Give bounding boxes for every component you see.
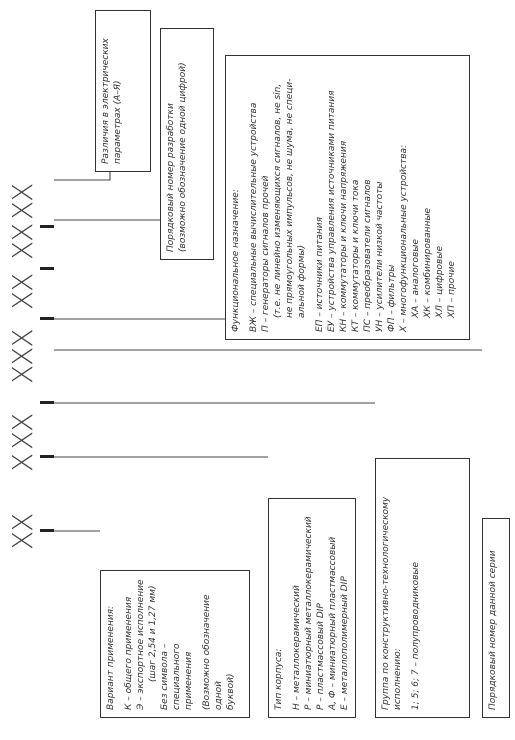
code-group: XX [6,413,39,450]
separator-mark [40,225,54,228]
separator-mark [40,267,54,270]
box-line: Н – металлокерамический [292,585,302,710]
box-line: ЕУ – устройства управления источниками питания [327,90,337,332]
box-line: альной формы) [297,245,307,318]
box-line: ХЛ – цифровые [435,246,445,318]
box-title: Функциональное назначение: [231,189,241,332]
box-line: Различия в электрических [101,38,111,164]
box-title: Группа по конструктивно-технологическому [381,496,391,710]
box-line: (шаг 2,54 и 1,27 мм) [148,585,158,682]
box-line: А, Ф – миниатюрный пластмассовый [328,536,338,710]
box-construction-group [375,458,470,718]
box-line: Без символа – специального [160,643,182,710]
box-line: ФП – фильтры [387,264,397,332]
box-package-type [268,498,356,718]
separator-mark [40,529,54,532]
code-params: XX [6,183,39,220]
code-package: X [6,453,39,472]
box-line: Порядковый номер разработки [166,103,176,252]
box-line: К – общего применения [124,596,134,710]
box-line: ХП – прочие [447,261,457,318]
box-application-variant [100,570,250,718]
box-line: (Возможно обозначение одной [202,594,224,710]
code-function: XX [6,273,39,310]
box-line: параметрах (А–Я) [113,80,123,164]
box-line: Х – многофункциональные устройства: [399,144,409,332]
code-variant: XX [6,513,39,550]
box-line: Е – металлополимерный DIP [340,576,350,710]
code-serial: XXX [6,329,39,384]
box-line: ПС – преобразователи сигналов [363,179,373,332]
box-line: КН – коммутаторы и ключи напряжения [339,140,349,332]
box-line: Порядковый номер данной серии [488,550,498,710]
box-functional-purpose [225,55,470,340]
separator-mark [40,317,54,320]
box-line: ЕП – источники питания [315,216,325,332]
box-line: ХК – комбинированные [423,207,433,318]
separator-mark [40,401,54,404]
box-line: (возможно обозначение одной цифрой) [178,62,188,252]
box-line: буквой) [226,673,236,710]
box-line: 1; 5; 6; 7 – полупроводниковые [411,561,421,710]
box-line: не прямоугольных импульсов, не шума, не специ- [285,78,295,318]
box-development-number [160,28,214,260]
box-line: (т.е. не линейно изменяющихся сигналов, не sin, [273,83,283,318]
box-electrical-params [95,10,151,172]
box-line: ВЖ – специальные вычислительные устройства [249,102,259,332]
box-line: исполнению: [393,648,403,710]
box-line: Р – пластмассовый DIP [316,603,326,710]
separator-mark [40,455,54,458]
box-line: Э – экспортное исполнение [136,579,146,710]
box-serial-number [482,518,510,718]
box-line: УН – усилители низкой частоты [375,181,385,332]
box-line: ХА – аналоговые [411,239,421,318]
box-title: Вариант применения: [106,605,116,710]
code-devnum: XX [6,223,39,260]
box-line: Р – миниатюрный металлокерамический [304,516,314,710]
box-title: Тип корпуса: [274,648,284,710]
box-line: П – генераторы сигналов прочей [261,175,271,332]
box-line: КТ – коммутаторы и ключи тока [351,179,361,332]
box-line: применения [184,651,194,710]
